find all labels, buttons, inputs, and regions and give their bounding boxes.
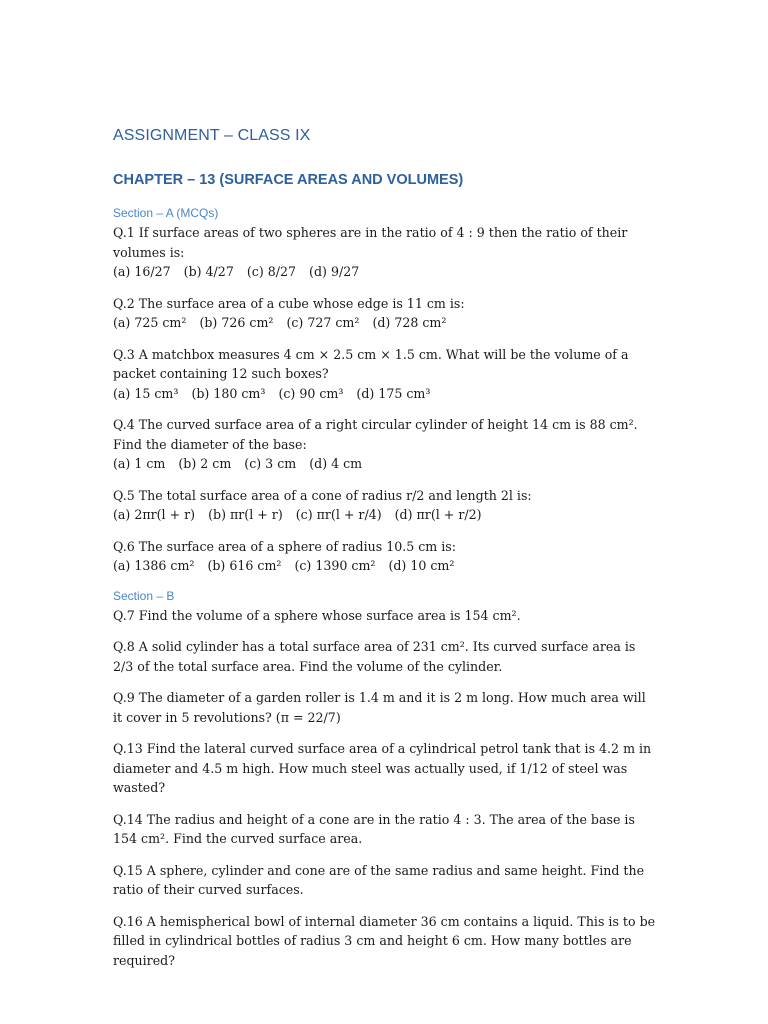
chapter-heading: CHAPTER – 13 (SURFACE AREAS AND VOLUMES) [113,172,464,188]
option-b: (b) 726 cm² [199,315,274,330]
option-c: (c) 8/27 [246,264,297,279]
option-c: (c) 1390 cm² [294,558,376,573]
question-text: Q.15 A sphere, cylinder and cone are of the same radius and same height. Find the ratio of their curved surfaces. [113,862,645,897]
question-text: Q.9 The diameter of a garden roller is 1.4 m and it is 2 m long. How much area will it cover in 5 revolutions? (π = 22/7) [113,690,646,725]
option-b: (b) πr(l + r) [208,507,283,522]
question-options [113,556,658,576]
question-9 [113,688,658,727]
question-16 [113,912,658,971]
option-d: (d) 10 cm² [388,558,455,573]
question-4 [113,415,658,474]
option-b: (b) 616 cm² [207,558,282,573]
option-a: (a) 1386 cm² [113,558,195,573]
question-6 [113,537,658,576]
section-b-heading: Section – B [113,588,175,603]
section-a-heading: Section – A (MCQs) [113,206,219,220]
option-c: (c) 90 cm³ [278,385,344,401]
question-text: Q.16 A hemispherical bowl of internal diameter 36 cm contains a liquid. This is to be filled in cylindrical bottles of radius 3 cm and height 6 cm. How many bottles are required? [113,913,656,968]
question-text: Q.3 A matchbox measures 4 cm × 2.5 cm × 1.5 cm. What will be the volume of a packet containing 12 such boxes? [113,346,629,381]
question-text: Q.7 Find the volume of a sphere whose surface area is 154 cm². [113,607,521,623]
option-a: (a) 1 cm [113,456,166,471]
question-options [113,262,658,282]
option-b: (b) 2 cm [178,456,232,471]
option-d: (d) 4 cm [309,456,363,471]
question-7 [113,606,658,626]
question-text: Q.8 A solid cylinder has a total surface area of 231 cm². Its curved surface area is 2/3 of the total surface area. Find the volume of the cylinder. [113,639,636,674]
question-13 [113,739,658,798]
question-options [113,505,658,525]
question-1 [113,223,658,282]
question-8 [113,637,658,676]
question-text: Q.1 If surface areas of two spheres are in the ratio of 4 : 9 then the ratio of their volumes is: [113,225,628,260]
page-title: ASSIGNMENT – CLASS IX [113,127,311,144]
option-a: (a) 15 cm³ [113,385,179,401]
question-text: Q.4 The curved surface area of a right circular cylinder of height 14 cm is 88 cm². Find the diameter of the base: [113,417,638,452]
question-14 [113,810,658,849]
option-a: (a) 2πr(l + r) [113,507,196,522]
question-text: Q.2 The surface area of a cube whose edge is 11 cm is: [113,295,465,311]
option-b: (b) 180 cm³ [191,385,266,401]
option-d: (d) 175 cm³ [356,385,431,401]
question-2 [113,294,658,333]
question-options [113,454,658,474]
question-options [113,384,658,404]
question-text: Q.5 The total surface area of a cone of radius r/2 and length 2l is: [113,487,532,503]
question-3 [113,345,658,404]
question-options [113,313,658,333]
option-d: (d) 9/27 [309,264,360,279]
option-a: (a) 725 cm² [113,315,187,330]
option-c: (c) 3 cm [244,456,297,471]
option-d: (d) 728 cm² [372,315,447,330]
question-text: Q.6 The surface area of a sphere of radius 10.5 cm is: [113,538,456,554]
document-content [113,124,658,982]
question-text: Q.13 Find the lateral curved surface area of a cylindrical petrol tank that is 4.2 m in diameter and 4.5 m high. How much steel was actually used, if 1/12 of steel was wasted? [113,741,652,795]
option-a: (a) 16/27 [113,264,171,279]
option-d: (d) πr(l + r/2) [394,507,482,522]
option-b: (b) 4/27 [183,264,234,279]
question-text: Q.14 The radius and height of a cone are in the ratio 4 : 3. The area of the base is 154 cm². Find the curved surface area. [113,811,635,846]
option-c: (c) 727 cm² [286,315,360,330]
option-c: (c) πr(l + r/4) [295,507,382,522]
question-5 [113,486,658,525]
question-15 [113,861,658,900]
